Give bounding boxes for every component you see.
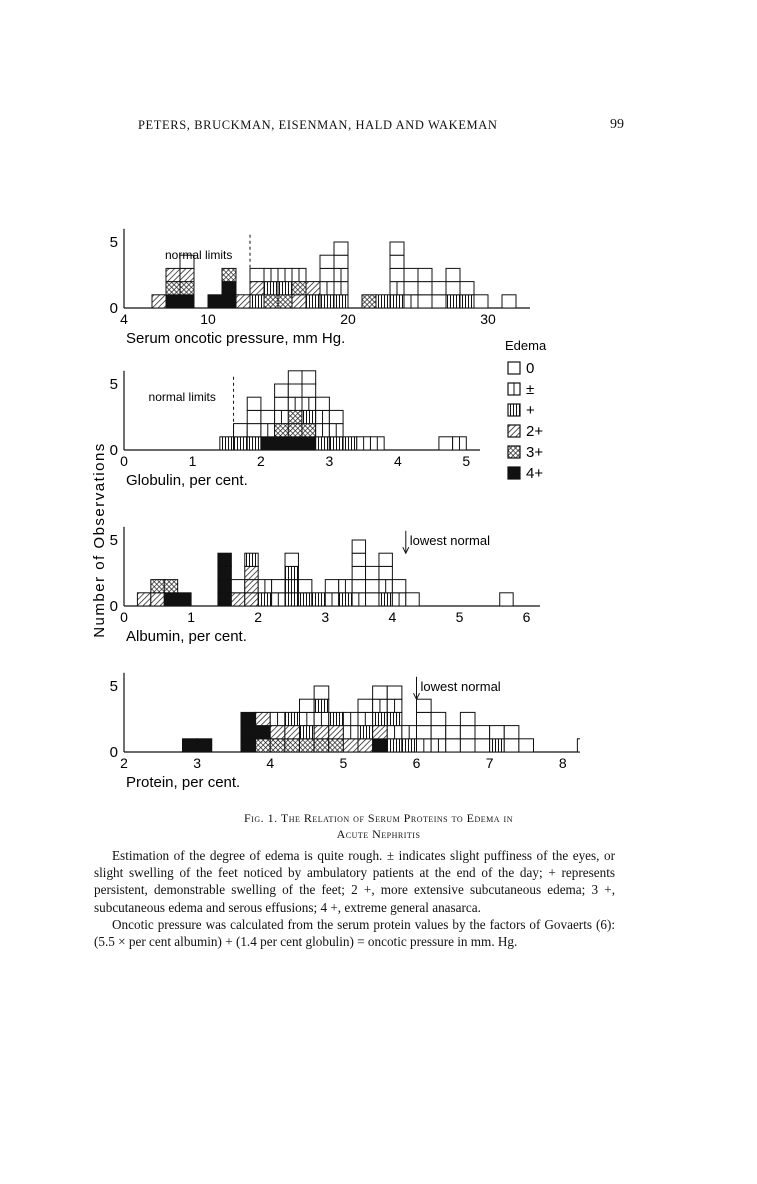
bar-segment-cross	[362, 295, 376, 308]
bar-segment-cross	[180, 282, 194, 295]
bar-segment-vlines	[285, 566, 298, 579]
bar-segment-open	[490, 726, 505, 739]
bar-segment-open	[519, 739, 534, 752]
bar-segment-vlines	[264, 282, 278, 295]
bar-segment-vlines	[258, 593, 271, 606]
bar-segment-diag	[166, 268, 180, 281]
x-tick-label: 3	[325, 453, 334, 469]
bar-segment-solid	[164, 593, 177, 606]
bar-segment-diag	[180, 268, 194, 281]
bar-segment-open	[366, 580, 379, 593]
bar-segment-diag	[245, 593, 258, 606]
bar-segment-open	[475, 739, 490, 752]
x-tick-label: 5	[462, 453, 471, 469]
panel-albumin	[110, 527, 540, 645]
bar-segment-open	[298, 580, 311, 593]
bar-segment-vlines	[373, 712, 388, 725]
legend-swatch-cross	[508, 446, 520, 458]
bar-segment-open	[329, 410, 343, 423]
bar-segment-open	[325, 580, 338, 593]
legend-swatch-vlines	[508, 404, 520, 416]
bar-segment-open	[460, 282, 474, 295]
panel-globulin	[110, 371, 480, 489]
paragraph-edema: Estimation of the degree of edema is quite rough. ± indicates slight puffiness of the eyes, or slight swelling of the feet noticed by ambulatory patients at the end of the day; + represents persistent, demonstrable swelling of the feet; 2 +, more extensive subcutaneous edema; 3 +, subcutaneous edema and serous effusions; 4 +, extreme general anasarca.	[94, 848, 615, 915]
running-head: PETERS, BRUCKMAN, EISENMAN, HALD AND WAKEMAN	[138, 118, 498, 132]
bar-segment-vlines	[387, 739, 402, 752]
y-tick-label: 0	[109, 300, 118, 317]
bar-segment-cross	[285, 739, 300, 752]
bar-segment-open	[334, 255, 348, 268]
bar-segment-diag	[285, 726, 300, 739]
x-tick-label: 4	[393, 453, 402, 469]
x-tick-label: 1	[187, 609, 195, 625]
x-tick-label: 1	[188, 453, 197, 469]
bar-segment-open	[474, 295, 488, 308]
bar-segment-diag	[306, 282, 320, 295]
bar-segment-open	[352, 553, 365, 566]
bar-segment-open	[379, 566, 392, 579]
bar-segment-open	[352, 540, 365, 553]
x-tick-label: 2	[120, 755, 128, 771]
bar-segment-cross	[222, 268, 236, 281]
bar-segment-open	[390, 268, 404, 281]
bar-segment-vlines	[234, 437, 248, 450]
bar-segment-diag	[292, 295, 306, 308]
bar-segment-open	[366, 593, 379, 606]
bar-segment-cross	[151, 580, 164, 593]
bar-segment-vlines	[329, 437, 343, 450]
legend-swatch-open	[508, 362, 520, 374]
x-axis-label: Globulin, per cent.	[126, 472, 248, 489]
bar-segment-open	[406, 593, 419, 606]
bar-segment-solid	[197, 739, 212, 752]
bar-segment-vlines	[460, 295, 474, 308]
bar-segment-diag	[151, 593, 164, 606]
bar-segment-vlines	[334, 295, 348, 308]
x-tick-label: 3	[193, 755, 202, 771]
x-axis-label: Serum oncotic pressure, mm Hg.	[126, 330, 346, 347]
x-tick-label: 2	[257, 453, 265, 469]
bar-segment-cross	[256, 739, 271, 752]
bar-segment-open	[250, 268, 264, 281]
bar-segment-open	[446, 726, 461, 739]
bar-segment-diag	[256, 712, 271, 725]
bar-segment-open	[418, 282, 432, 295]
y-axis-label: Number of Observations	[91, 442, 108, 638]
bar-segment-vlines	[306, 295, 320, 308]
bar-segment-diag	[373, 726, 388, 739]
x-tick-label: 5	[339, 755, 348, 771]
legend	[505, 338, 547, 482]
bar-segment-solid	[241, 712, 256, 725]
legend-swatch-solid	[508, 467, 520, 479]
bar-segment-open	[432, 282, 446, 295]
bar-segment-open	[320, 255, 334, 268]
bar-segment-open	[261, 410, 275, 423]
bar-segment-diag	[270, 726, 285, 739]
legend-swatch-diag	[508, 425, 520, 437]
bar-segment-vlines	[285, 593, 298, 606]
bar-segment-open	[247, 397, 261, 410]
bar-segment-diag	[314, 726, 329, 739]
bar-segment-open	[392, 580, 405, 593]
bar-segment-vlines	[446, 295, 460, 308]
bar-segment-open	[431, 712, 446, 725]
bar-segment-open	[358, 699, 373, 712]
bar-segment-solid	[222, 282, 236, 295]
bar-segment-open	[504, 726, 519, 739]
bar-segment-open	[272, 580, 285, 593]
x-tick-label: 5	[455, 609, 464, 625]
x-tick-label: 7	[485, 755, 494, 771]
bar-segment-diag	[231, 593, 244, 606]
y-tick-label: 5	[109, 678, 118, 695]
bar-segment-diag	[236, 295, 250, 308]
caption-line-2: Acute Nephritis	[336, 827, 421, 841]
bar-segment-open	[418, 295, 432, 308]
bar-segment-solid	[241, 739, 256, 752]
bar-segment-open	[500, 593, 513, 606]
annotation-label: lowest normal	[409, 532, 491, 548]
x-axis-label: Albumin, per cent.	[126, 628, 247, 645]
bar-segment-open	[316, 397, 330, 410]
bar-segment-diag	[245, 566, 258, 579]
figure-1	[80, 210, 580, 800]
bar-segment-solid	[218, 566, 231, 579]
bar-segment-open	[417, 699, 432, 712]
annotation-label: lowest normal	[420, 678, 501, 694]
bar-segment-open	[352, 566, 365, 579]
bar-segment-open	[247, 424, 261, 437]
bar-segment-vlines	[379, 593, 392, 606]
bar-segment-open	[285, 553, 298, 566]
bar-segment-vlines	[390, 295, 404, 308]
bar-segment-vlines	[312, 593, 325, 606]
bar-segment-diag	[343, 739, 358, 752]
bar-segment-open	[460, 726, 475, 739]
x-tick-label: 30	[480, 311, 496, 327]
bar-segment-solid	[208, 295, 222, 308]
bar-segment-cross	[166, 282, 180, 295]
x-tick-label: 6	[412, 755, 421, 771]
bar-segment-vlines	[339, 593, 352, 606]
bar-segment-solid	[241, 726, 256, 739]
bar-segment-open	[390, 255, 404, 268]
bar-segment-open	[352, 580, 365, 593]
bar-segment-cross	[292, 282, 306, 295]
legend-label: 0	[526, 360, 535, 377]
bar-segment-open	[320, 268, 334, 281]
bar-segment-diag	[152, 295, 166, 308]
bar-segment-cross	[300, 739, 315, 752]
bar-segment-solid	[222, 295, 236, 308]
annotation-label: normal limits	[165, 247, 233, 262]
bar-segment-cross	[314, 739, 329, 752]
caption-line-1: Fig. 1. The Relation of Serum Proteins to Edema in	[244, 811, 513, 825]
x-tick-label: 0	[120, 453, 128, 469]
y-tick-label: 5	[109, 376, 118, 393]
bar-segment-open	[446, 268, 460, 281]
bar-segment-open	[417, 726, 432, 739]
bar-segment-vlines	[320, 295, 334, 308]
histogram-panels	[110, 229, 580, 791]
body-text	[94, 847, 615, 950]
annotation-label: normal limits	[148, 389, 216, 404]
x-tick-label: 4	[266, 755, 275, 771]
bar-segment-open	[300, 699, 315, 712]
bar-segment-open	[302, 384, 316, 397]
bar-segment-open	[504, 739, 519, 752]
bar-segment-vlines	[376, 295, 390, 308]
bar-segment-open	[379, 553, 392, 566]
bar-segment-vlines	[358, 726, 373, 739]
bar-segment-solid	[275, 437, 289, 450]
bar-segment-diag	[245, 580, 258, 593]
bar-segment-open	[387, 686, 402, 699]
y-tick-label: 0	[109, 442, 118, 459]
bar-segment-solid	[218, 553, 231, 566]
bar-segment-vlines	[220, 437, 234, 450]
bar-segment-open	[234, 424, 248, 437]
bar-segment-open	[390, 242, 404, 255]
legend-label: ±	[526, 381, 535, 398]
x-tick-label: 8	[558, 755, 567, 771]
bar-segment-solid	[373, 739, 388, 752]
legend-label: 4+	[526, 465, 544, 482]
bar-segment-diag	[137, 593, 150, 606]
bar-segment-diag	[329, 726, 344, 739]
y-tick-label: 0	[109, 744, 118, 761]
bar-segment-open	[404, 268, 418, 281]
panel-protein	[110, 673, 580, 791]
bar-segment-vlines	[250, 295, 264, 308]
x-tick-label: 10	[200, 311, 216, 327]
y-tick-label: 0	[109, 598, 118, 615]
legend-title: Edema	[505, 338, 547, 353]
bar-segment-open	[577, 739, 580, 752]
bar-segment-cross	[288, 424, 302, 437]
bar-segment-open	[373, 686, 388, 699]
bar-segment-open	[404, 282, 418, 295]
bar-segment-open	[247, 410, 261, 423]
bar-segment-open	[288, 371, 302, 384]
bar-segment-diag	[250, 282, 264, 295]
bar-segment-vlines	[278, 282, 292, 295]
bar-segment-open	[432, 295, 446, 308]
bar-segment-open	[366, 566, 379, 579]
bar-segment-solid	[302, 437, 316, 450]
bar-segment-vlines	[329, 712, 344, 725]
legend-label: 3+	[526, 444, 544, 461]
bar-segment-cross	[275, 424, 289, 437]
bar-segment-cross	[270, 739, 285, 752]
bar-segment-vlines	[316, 437, 330, 450]
bar-segment-vlines	[247, 437, 261, 450]
bar-segment-vlines	[490, 739, 505, 752]
bar-segment-cross	[278, 295, 292, 308]
page-number: 99	[610, 117, 624, 132]
bar-segment-open	[460, 712, 475, 725]
x-tick-label: 0	[120, 609, 128, 625]
bar-segment-vlines	[314, 699, 329, 712]
bar-segment-solid	[218, 593, 231, 606]
bar-segment-open	[275, 397, 289, 410]
bar-segment-solid	[256, 726, 271, 739]
x-tick-label: 4	[120, 311, 128, 327]
bar-segment-vlines	[387, 712, 402, 725]
bar-segment-vlines	[343, 437, 357, 450]
x-tick-label: 20	[340, 311, 356, 327]
bar-segment-vlines	[402, 739, 417, 752]
bar-segment-open	[231, 580, 244, 593]
paragraph-oncotic: Oncotic pressure was calculated from the serum protein values by the factors of Govaerts (6): (5.5 × per cent albumin) + (1.4 per cent globulin) = oncotic pressure in mm. Hg.	[94, 916, 615, 950]
bar-segment-open	[418, 268, 432, 281]
x-axis-label: Protein, per cent.	[126, 774, 241, 791]
bar-segment-solid	[288, 437, 302, 450]
bar-segment-solid	[178, 593, 191, 606]
bar-segment-open	[475, 726, 490, 739]
legend-label: 2+	[526, 423, 544, 440]
bar-segment-cross	[288, 410, 302, 423]
bar-segment-open	[314, 686, 329, 699]
bar-segment-open	[302, 371, 316, 384]
bar-segment-cross	[302, 424, 316, 437]
bar-segment-vlines	[285, 580, 298, 593]
bar-segment-solid	[183, 739, 198, 752]
x-tick-label: 4	[388, 609, 397, 625]
bar-segment-vlines	[285, 712, 300, 725]
bar-segment-vlines	[302, 410, 316, 423]
bar-segment-solid	[261, 437, 275, 450]
bar-segment-open	[431, 726, 446, 739]
bar-segment-open	[446, 282, 460, 295]
bar-segment-open	[439, 437, 453, 450]
bar-segment-open	[334, 242, 348, 255]
bar-segment-diag	[358, 739, 373, 752]
bar-segment-vlines	[245, 553, 258, 566]
bar-segment-solid	[218, 580, 231, 593]
bar-segment-solid	[180, 295, 194, 308]
x-tick-label: 3	[321, 609, 330, 625]
x-tick-label: 2	[254, 609, 263, 625]
bar-segment-vlines	[298, 593, 311, 606]
bar-segment-vlines	[300, 726, 315, 739]
bar-segment-open	[460, 739, 475, 752]
bar-segment-open	[502, 295, 516, 308]
bar-segment-cross	[264, 295, 278, 308]
bar-segment-cross	[164, 580, 177, 593]
y-tick-label: 5	[109, 234, 118, 251]
bar-segment-open	[288, 384, 302, 397]
panel-oncotic	[110, 229, 530, 347]
bar-segment-cross	[329, 739, 344, 752]
bar-segment-open	[417, 712, 432, 725]
x-tick-label: 6	[522, 609, 531, 625]
legend-label: +	[526, 402, 535, 419]
y-tick-label: 5	[109, 532, 118, 549]
bar-segment-open	[446, 739, 461, 752]
figure-caption	[90, 810, 667, 842]
bar-segment-open	[275, 384, 289, 397]
bar-segment-solid	[166, 295, 180, 308]
